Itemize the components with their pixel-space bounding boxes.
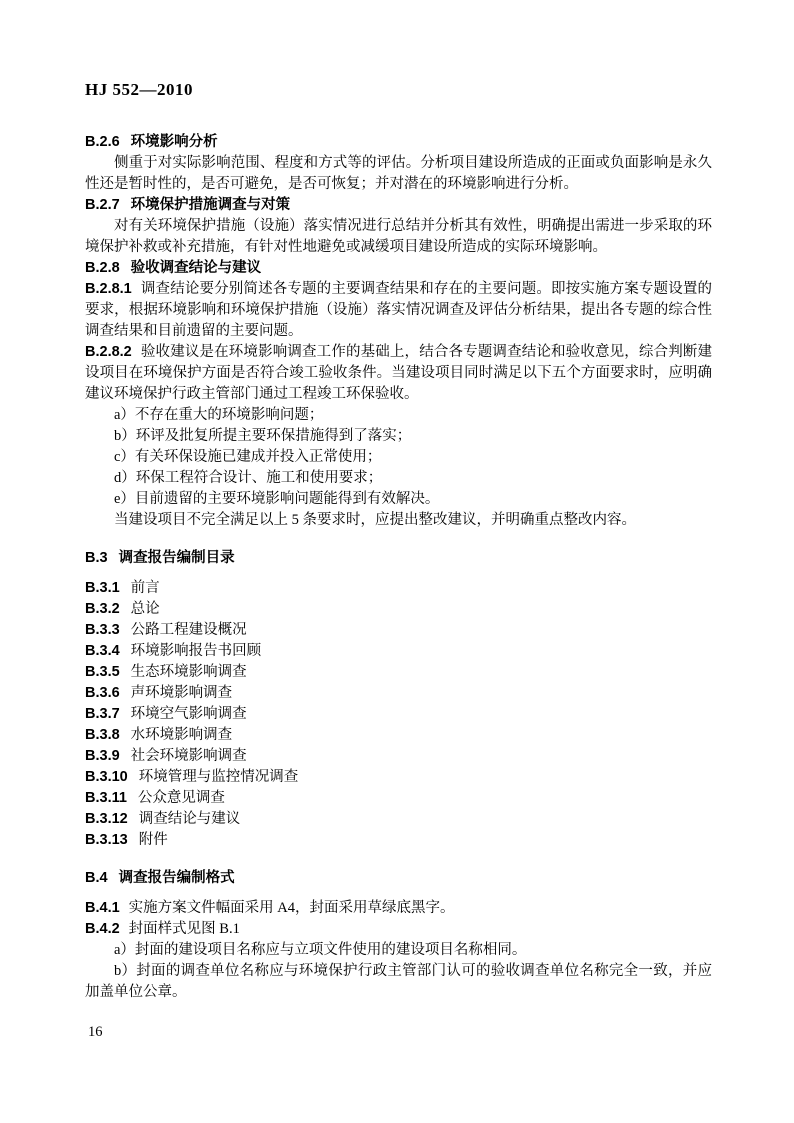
section-heading-b3: [85, 548, 712, 569]
toc-item: [85, 767, 712, 788]
toc-number: B.3.12: [85, 811, 128, 827]
clause-b2-8-2: [85, 342, 712, 405]
toc-number: B.3.8: [85, 727, 120, 743]
clause-number: B.2.8.1: [85, 281, 132, 297]
clause-b4-2: [85, 919, 712, 940]
toc-number: B.3.5: [85, 664, 120, 680]
section-number: B.2.7: [85, 197, 120, 213]
list-item-b: b）封面的调查单位名称应与环境保护行政主管部门认可的验收调查单位名称完全一致，并应加盖单位公章。: [85, 963, 712, 1000]
clause-text: 封面样式见图 B.1: [128, 921, 240, 937]
list-item-c: c）有关环保设施已建成并投入正常使用；: [114, 449, 382, 465]
toc-number: B.3.7: [85, 706, 120, 722]
toc-label: 调查结论与建议: [138, 811, 241, 827]
page-number: 16: [88, 1024, 103, 1040]
toc-item: [85, 662, 712, 683]
toc-label: 公路工程建设概况: [130, 622, 247, 638]
list-item-b: b）环评及批复所提主要环保措施得到了落实；: [114, 428, 412, 444]
section-number: B.2.8: [85, 260, 120, 276]
section-heading-b2-6: [85, 132, 712, 153]
clause-text: 调查结论要分别简述各专题的主要调查结果和存在的主要问题。即按实施方案专题设置的要求，根据环境影响和环境保护措施（设施）落实情况调查及评估分析结果，提出各专题的综合性调查结果和目前遗留的主要问题。: [85, 281, 712, 339]
toc-item: [85, 578, 712, 599]
toc-label: 声环境影响调查: [130, 685, 233, 701]
clause-b2-8-1: [85, 279, 712, 342]
document-code-header: HJ 552—2010: [85, 80, 193, 99]
list-item-a: a）封面的建设项目名称应与立项文件使用的建设项目名称相同。: [114, 942, 527, 958]
toc-item: [85, 599, 712, 620]
toc-item: [85, 830, 712, 851]
toc-item: [85, 641, 712, 662]
paragraph: 对有关环境保护措施（设施）落实情况进行总结并分析其有效性，明确提出需进一步采取的环境保护补救或补充措施，有针对性地避免或减缓项目建设所造成的实际环境影响。: [85, 218, 712, 255]
section-title: 调查报告编制目录: [118, 550, 235, 566]
list-item-e: e）目前遗留的主要环境影响问题能得到有效解决。: [114, 491, 440, 507]
toc-number: B.3.6: [85, 685, 120, 701]
section-number: B.4: [85, 870, 108, 886]
clause-text: 验收建议是在环境影响调查工作的基础上，结合各专题调查结论和验收意见，综合判断建设项目在环境保护方面是否符合竣工验收条件。当建设项目同时满足以下五个方面要求时，应明确建议环境保护行政主管部门通过工程竣工环保验收。: [85, 344, 712, 402]
toc-number: B.3.4: [85, 643, 120, 659]
toc-label: 环境管理与监控情况调查: [138, 769, 299, 785]
toc-number: B.3.2: [85, 601, 120, 617]
toc-label: 环境影响报告书回顾: [130, 643, 262, 659]
section-heading-b4: [85, 868, 712, 889]
clause-number: B.4.2: [85, 921, 120, 937]
section-heading-b2-7: [85, 195, 712, 216]
clause-number: B.2.8.2: [85, 344, 132, 360]
toc-item: [85, 725, 712, 746]
toc-number: B.3.13: [85, 832, 128, 848]
clause-b4-1: [85, 898, 712, 919]
toc-label: 前言: [130, 580, 160, 596]
toc-number: B.3.9: [85, 748, 120, 764]
section-title: 调查报告编制格式: [118, 870, 235, 886]
toc-label: 水环境影响调查: [130, 727, 233, 743]
toc-label: 公众意见调查: [137, 790, 225, 806]
toc-label: 总论: [130, 601, 160, 617]
toc-item: [85, 620, 712, 641]
clause-text: 实施方案文件幅面采用 A4，封面采用草绿底黑字。: [128, 900, 455, 916]
toc-number: B.3.3: [85, 622, 120, 638]
section-heading-b2-8: [85, 258, 712, 279]
section-title: 环境影响分析: [130, 134, 218, 150]
section-number: B.2.6: [85, 134, 120, 150]
clause-number: B.4.1: [85, 900, 120, 916]
section-title: 验收调查结论与建议: [130, 260, 262, 276]
list-item-a: a）不存在重大的环境影响问题；: [114, 407, 324, 423]
toc-label: 附件: [138, 832, 168, 848]
toc-label: 社会环境影响调查: [130, 748, 247, 764]
toc-item: [85, 788, 712, 809]
section-title: 环境保护措施调查与对策: [130, 197, 291, 213]
document-content: [85, 132, 712, 1003]
toc-label: 环境空气影响调查: [130, 706, 247, 722]
paragraph: 侧重于对实际影响范围、程度和方式等的评估。分析项目建设所造成的正面或负面影响是永久性还是暂时性的，是否可避免，是否可恢复；并对潜在的环境影响进行分析。: [85, 155, 712, 192]
toc-number: B.3.1: [85, 580, 120, 596]
toc-number: B.3.10: [85, 769, 128, 785]
toc-item: [85, 809, 712, 830]
paragraph: 当建设项目不完全满足以上 5 条要求时，应提出整改建议，并明确重点整改内容。: [114, 512, 636, 528]
section-number: B.3: [85, 550, 108, 566]
toc-item: [85, 704, 712, 725]
toc-label: 生态环境影响调查: [130, 664, 247, 680]
toc-item: [85, 683, 712, 704]
toc-number: B.3.11: [85, 790, 127, 806]
list-item-d: d）环保工程符合设计、施工和使用要求；: [114, 470, 383, 486]
toc-item: [85, 746, 712, 767]
